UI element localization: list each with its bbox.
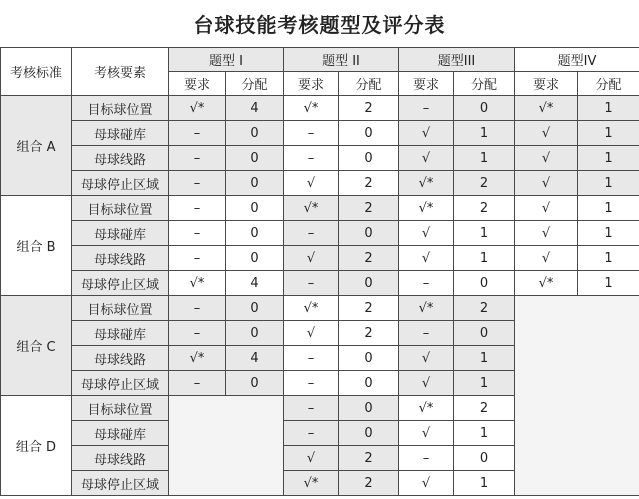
score-cell: 0 [454,446,515,471]
header-requirement: 要求 [515,72,578,96]
element-label: 母球碰库 [72,321,169,346]
element-label: 母球碰库 [72,421,169,446]
score-cell: 2 [339,171,399,196]
element-label: 目标球位置 [72,196,169,221]
score-cell: 1 [578,246,639,271]
score-cell: 1 [454,371,515,396]
requirement-cell: √* [399,396,454,421]
element-label: 母球停止区域 [72,471,169,496]
group-label: 组合 B [1,196,72,296]
header-requirement: 要求 [399,72,454,96]
requirement-cell: √ [515,171,578,196]
score-cell: 4 [226,271,284,296]
score-cell: 1 [578,221,639,246]
requirement-cell: – [284,271,339,296]
score-cell: 0 [226,371,284,396]
table-row [1,146,639,171]
score-cell: 1 [454,221,515,246]
group-label: 组合 A [1,96,72,196]
score-cell: 0 [339,346,399,371]
header-type-4: 题型IV [515,48,639,72]
requirement-cell: √ [284,171,339,196]
requirement-cell: √* [515,271,578,296]
requirement-cell: – [169,246,226,271]
score-cell: 0 [454,96,515,121]
requirement-cell: √ [399,371,454,396]
score-cell: 0 [226,196,284,221]
score-cell: 1 [454,346,515,371]
score-cell: 0 [226,146,284,171]
score-cell: 0 [226,221,284,246]
score-cell: 1 [454,421,515,446]
requirement-cell: – [399,446,454,471]
score-cell: 0 [339,271,399,296]
element-label: 母球碰库 [72,221,169,246]
requirement-cell: √ [399,221,454,246]
score-cell: 0 [226,321,284,346]
element-label: 母球线路 [72,246,169,271]
requirement-cell: √* [284,96,339,121]
element-label: 母球停止区域 [72,371,169,396]
requirement-cell: √ [399,471,454,496]
score-cell: 2 [339,246,399,271]
table-row [1,196,639,221]
score-cell: 1 [454,471,515,496]
requirement-cell: √* [284,471,339,496]
requirement-cell: – [169,296,226,321]
requirement-cell: – [169,371,226,396]
group-label: 组合 D [1,396,72,496]
requirement-cell: √ [284,446,339,471]
score-cell: 0 [226,296,284,321]
header-requirement: 要求 [284,72,339,96]
header-type-3: 题型III [399,48,515,72]
score-cell: 2 [339,196,399,221]
header-type-2: 题型 II [284,48,399,72]
requirement-cell: √ [284,321,339,346]
element-label: 目标球位置 [72,296,169,321]
requirement-cell: – [284,146,339,171]
requirement-cell: √* [169,96,226,121]
requirement-cell: – [169,221,226,246]
score-cell: 1 [578,171,639,196]
table-row [1,221,639,246]
score-cell: 2 [339,296,399,321]
score-cell: 1 [578,196,639,221]
score-cell: 2 [339,446,399,471]
table-row [1,96,639,121]
score-cell: 0 [339,121,399,146]
element-label: 目标球位置 [72,396,169,421]
score-cell: 2 [454,396,515,421]
element-label: 目标球位置 [72,96,169,121]
score-cell: 1 [578,271,639,296]
empty-block [169,396,284,496]
requirement-cell: √ [515,246,578,271]
requirement-cell: √ [515,221,578,246]
scoring-table [0,47,639,496]
element-label: 母球停止区域 [72,271,169,296]
requirement-cell: √* [169,346,226,371]
table-row [1,271,639,296]
score-cell: 1 [578,146,639,171]
sheet-title: 台球技能考核题型及评分表 [193,12,446,37]
score-cell: 1 [578,96,639,121]
score-cell: 4 [226,346,284,371]
score-cell: 0 [339,371,399,396]
requirement-cell: √* [169,271,226,296]
element-label: 母球碰库 [72,121,169,146]
requirement-cell: √ [515,196,578,221]
element-label: 母球线路 [72,146,169,171]
score-cell: 1 [578,121,639,146]
header-score: 分配 [339,72,399,96]
score-cell: 0 [226,246,284,271]
score-cell: 2 [454,296,515,321]
requirement-cell: √ [284,246,339,271]
score-cell: 4 [226,96,284,121]
score-cell: 2 [454,171,515,196]
empty-block [515,296,639,496]
score-cell: 2 [339,471,399,496]
requirement-cell: √ [399,246,454,271]
score-cell: 1 [454,246,515,271]
element-label: 母球线路 [72,346,169,371]
header-type-1: 题型 I [169,48,284,72]
requirement-cell: – [169,171,226,196]
requirement-cell: – [284,121,339,146]
requirement-cell: √* [399,171,454,196]
score-cell: 0 [226,121,284,146]
score-cell: 1 [454,121,515,146]
requirement-cell: √* [399,296,454,321]
requirement-cell: √ [399,121,454,146]
requirement-cell: – [399,96,454,121]
requirement-cell: √ [515,121,578,146]
score-cell: 0 [339,221,399,246]
header-score: 分配 [454,72,515,96]
table-row [1,296,639,321]
requirement-cell: √ [399,346,454,371]
requirement-cell: – [284,371,339,396]
score-cell: 0 [454,271,515,296]
requirement-cell: – [399,271,454,296]
requirement-cell: – [284,346,339,371]
requirement-cell: – [399,321,454,346]
header-score: 分配 [578,72,639,96]
header-standard: 考核标准 [1,48,72,96]
score-cell: 2 [454,196,515,221]
requirement-cell: √* [399,196,454,221]
score-cell: 2 [339,96,399,121]
table-row [1,121,639,146]
table-row [1,246,639,271]
header-requirement: 要求 [169,72,226,96]
requirement-cell: – [284,421,339,446]
score-cell: 0 [454,321,515,346]
header-score: 分配 [226,72,284,96]
header-element: 考核要素 [72,48,169,96]
header-row-types [1,48,639,72]
score-cell: 0 [339,396,399,421]
requirement-cell: √* [284,196,339,221]
table-body [1,96,639,496]
requirement-cell: √ [399,146,454,171]
score-cell: 2 [339,321,399,346]
score-cell: 1 [454,146,515,171]
requirement-cell: – [169,121,226,146]
requirement-cell: – [169,196,226,221]
requirement-cell: √* [284,296,339,321]
requirement-cell: √* [515,96,578,121]
element-label: 母球停止区域 [72,171,169,196]
requirement-cell: – [284,221,339,246]
table-row [1,171,639,196]
requirement-cell: – [169,321,226,346]
score-cell: 0 [339,146,399,171]
requirement-cell: √ [399,421,454,446]
element-label: 母球线路 [72,446,169,471]
score-cell: 0 [339,421,399,446]
requirement-cell: – [169,146,226,171]
requirement-cell: – [284,396,339,421]
group-label: 组合 C [1,296,72,396]
requirement-cell: √ [515,146,578,171]
score-cell: 0 [226,171,284,196]
